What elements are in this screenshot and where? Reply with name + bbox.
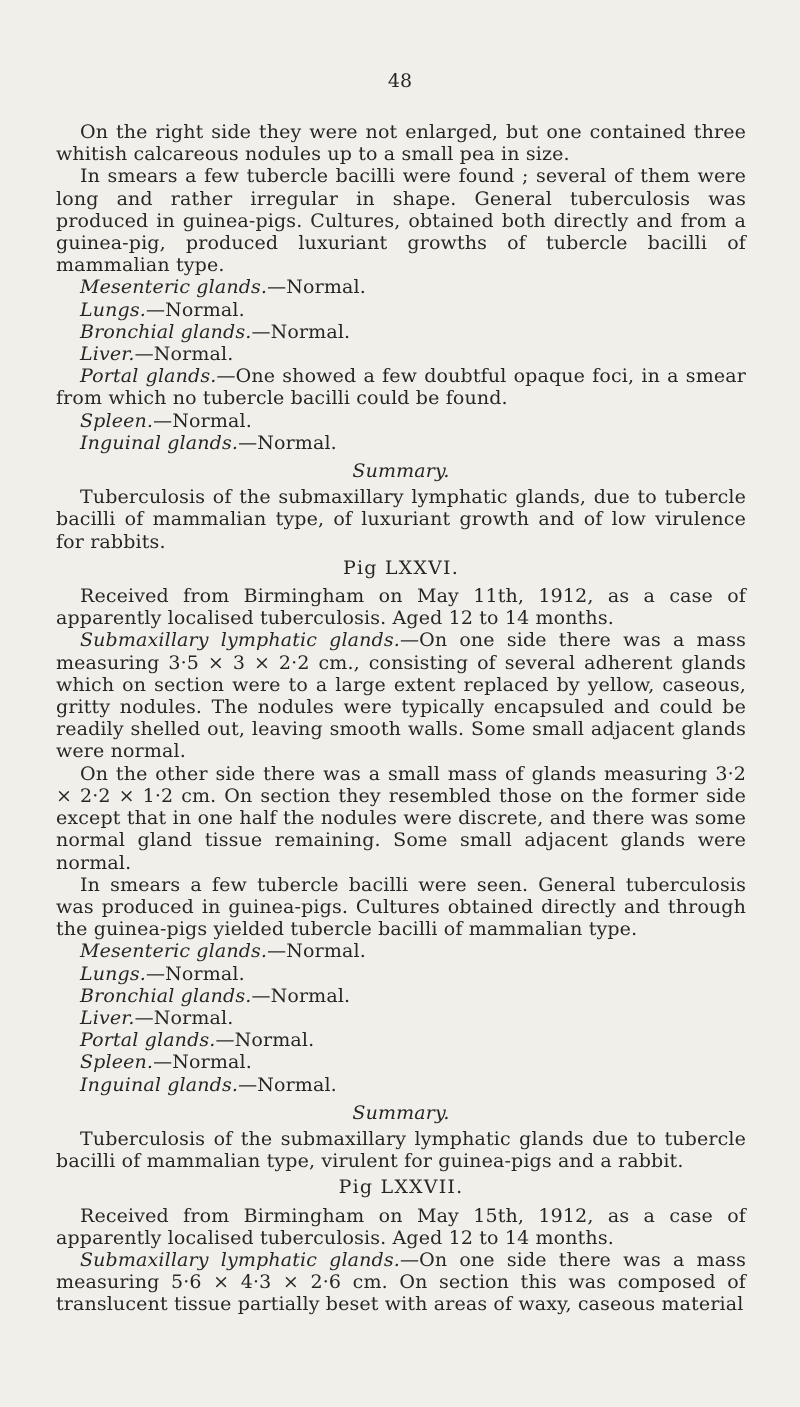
organ-finding [56,963,746,985]
organ-label: Bronchial glands. [80,320,252,343]
organ-result: —Normal. [153,409,252,432]
organ-label: Mesenteric glands. [80,276,268,299]
summary-label: Summary. [352,1101,450,1124]
organ-label: Lungs. [80,298,146,321]
organ-result: —Normal. [145,298,245,321]
organ-label: Liver. [80,1006,135,1029]
organ-result: —Normal. [251,984,351,1007]
organ-label: Spleen. [80,1051,154,1074]
organ-label: Portal glands. [80,365,217,388]
organ-finding [56,299,746,321]
organ-result: —Normal. [134,1006,234,1029]
page-body [56,121,746,1316]
organ-finding [56,1051,746,1073]
summary-label: Summary. [352,460,450,483]
paragraph: On the other side there was a small mass of glands measuring 3·2 × 2·2 × 1·2 cm. On section they resembled those on the former side except that in one half the nodules were discrete, and there was some normal gland tissue remaining. Some small adjacent glands were normal. [56,762,746,874]
paragraph: In smears a few tubercle bacilli were found ; several of them were long and rather irregular in shape. General tuberculosis was produced in guinea-pigs. Cultures, obtained both directly and from a guinea-pig, produced luxuriant growths of tubercle bacilli of mammalian type. [56,165,746,277]
organ-result: —One showed a few doubtful opaque foci, in a smear from which no tubercle bacilli could be found. [56,365,746,410]
organ-result: —Normal. [134,343,234,366]
organ-label: Submaxillary lymphatic glands. [80,1248,400,1271]
organ-finding [56,1074,746,1096]
organ-result: —On one side there was a mass measuring 5·6 × 4·3 × 2·6 cm. On section this was composed of translucent tissue partially beset with areas of waxy, caseous material [56,1248,747,1316]
received-note: Received from Birmingham on May 11th, 1912, as a case of apparently localised tuberculosis. Aged 12 to 14 months. [56,585,746,630]
organ-result: —Normal. [238,1073,337,1096]
organ-finding [56,1007,746,1029]
summary-heading [56,1102,746,1124]
organ-result: —Normal. [145,962,245,985]
organ-result: —Normal. [238,431,337,454]
organ-result: —On one side there was a mass measuring 3·5 × 3 × 2·2 cm., consisting of several adherent glands which on section were to a large extent replaced by yellow, caseous, gritty nodules. The nodules were typically encapsuled and could be readily shelled out, leaving smooth walls. Some small adjacent glands were normal. [56,629,747,763]
organ-finding [56,985,746,1007]
case-heading: Pig LXXVI. [343,556,459,579]
organ-label: Submaxillary lymphatic glands. [80,629,400,652]
organ-finding [56,343,746,365]
paragraph: Tuberculosis of the submaxillary lymphatic glands, due to tubercle bacilli of mammalian type, of luxuriant growth and of low virulence for rabbits. [56,486,746,553]
organ-finding [56,940,746,962]
organ-result: —Normal. [267,276,366,299]
case-heading: Pig LXXVII. [338,1176,464,1199]
organ-label: Mesenteric glands. [80,940,268,963]
summary-heading [56,460,746,482]
organ-result: —Normal. [251,320,351,343]
organ-result: —Normal. [267,940,366,963]
organ-finding [56,365,746,409]
received-note: Received from Birmingham on May 15th, 1912, as a case of apparently localised tuberculosis. Aged 12 to 14 months. [56,1204,746,1249]
organ-label: Portal glands. [80,1029,216,1052]
organ-finding [56,1249,746,1316]
paragraph: On the right side they were not enlarged, but one contained three whitish calcareous nodules up to a small pea in size. [56,121,746,166]
organ-label: Spleen. [80,409,154,432]
organ-finding [56,321,746,343]
organ-label: Inguinal glands. [80,431,239,454]
organ-finding [56,432,746,454]
paragraph: Tuberculosis of the submaxillary lymphatic glands due to tubercle bacilli of mammalian type, virulent for guinea-pigs and a rabbit. [56,1127,746,1173]
organ-finding [56,629,746,762]
organ-label: Bronchial glands. [80,984,252,1007]
organ-label: Lungs. [80,962,146,985]
organ-label: Inguinal glands. [80,1073,239,1096]
organ-result: —Normal. [153,1051,252,1074]
organ-finding [56,276,746,298]
organ-label: Liver. [80,343,135,366]
organ-finding [56,1029,746,1051]
organ-result: —Normal. [215,1029,315,1052]
page-number: 48 [387,70,413,92]
organ-finding [56,410,746,432]
paragraph: In smears a few tubercle bacilli were seen. General tuberculosis was produced in guinea-pigs. Cultures obtained directly and through the guinea-pigs yielded tubercle bacilli of mammalian type. [56,873,746,941]
